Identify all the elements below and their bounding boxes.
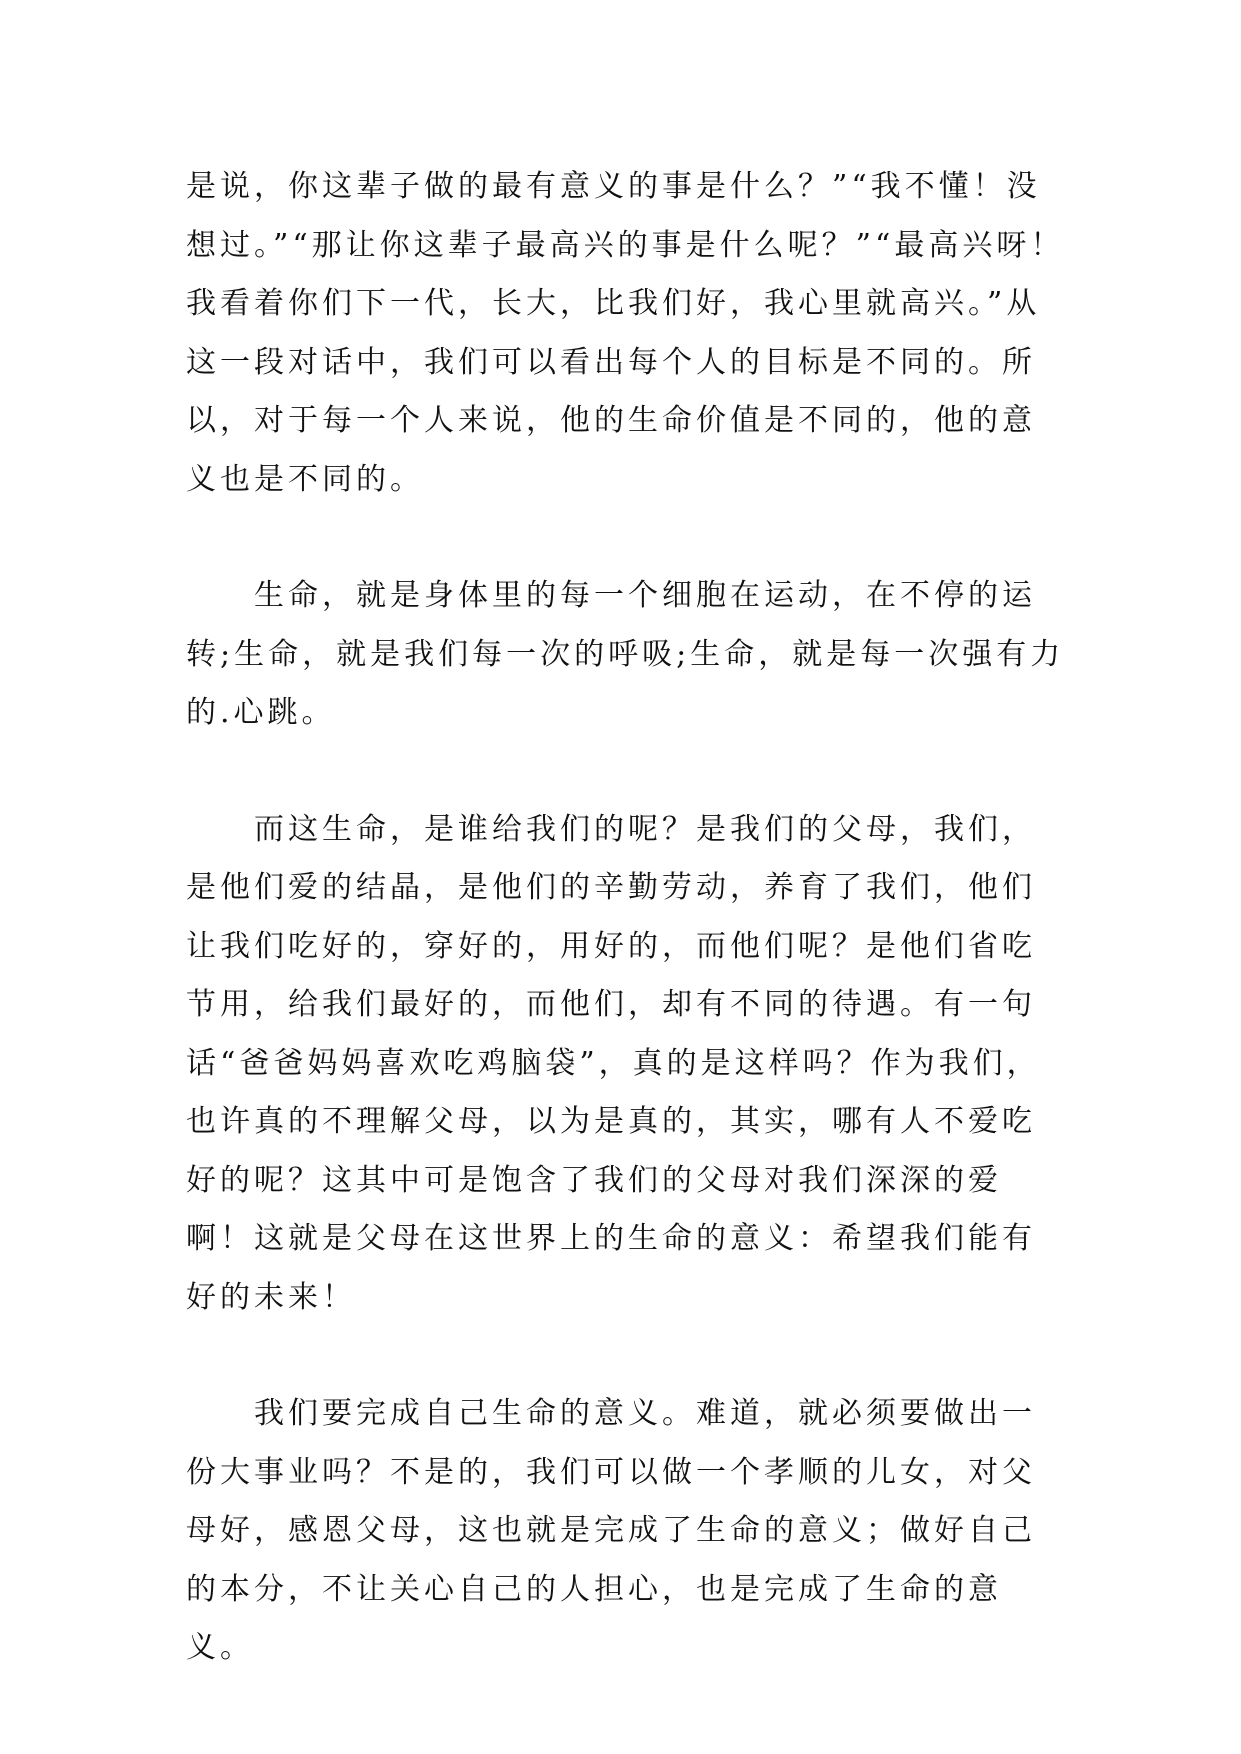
paragraph-4: 我们要完成自己生命的意义。难道，就必须要做出一份大事业吗？不是的，我们可以做一个孝顺的儿女，对父母好，感恩父母，这也就是完成了生命的意义；做好自己的本分，不让关心自己的人担心，也是完成了生命的意义。 (186, 1396, 1036, 1665)
paragraph-1: 是说，你这辈子做的最有意义的事是什么？”“我不懂！没想过。”“那让你这辈子最高兴的事是什么呢？”“最高兴呀！我看着你们下一代，长大，比我们好，我心里就高兴。”从这一段对话中，我们可以看出每个人的目标是不同的。所以，对于每一个人来说，他的生命价值是不同的，他的意义也是不同的。 (186, 169, 1065, 497)
paragraph-gap (186, 1327, 1066, 1385)
paragraph-gap (186, 509, 1066, 567)
paragraph-gap (186, 743, 1066, 801)
document-body (186, 158, 1066, 1678)
paragraph-3: 而这生命，是谁给我们的呢？是我们的父母，我们，是他们爱的结晶，是他们的辛勤劳动，养育了我们，他们让我们吃好的，穿好的，用好的，而他们呢？是他们省吃节用，给我们最好的，而他们，却有不同的待遇。有一句话“爸爸妈妈喜欢吃鸡脑袋”，真的是这样吗？作为我们，也许真的不理解父母，以为是真的，其实，哪有人不爱吃好的呢？这其中可是饱含了我们的父母对我们深深的爱啊！这就是父母在这世界上的生命的意义：希望我们能有好的未来！ (186, 811, 1041, 1315)
paragraph-2: 生命，就是身体里的每一个细胞在运动，在不停的运转;生命，就是我们每一次的呼吸;生命，就是每一次强有力的.心跳。 (186, 578, 1065, 730)
